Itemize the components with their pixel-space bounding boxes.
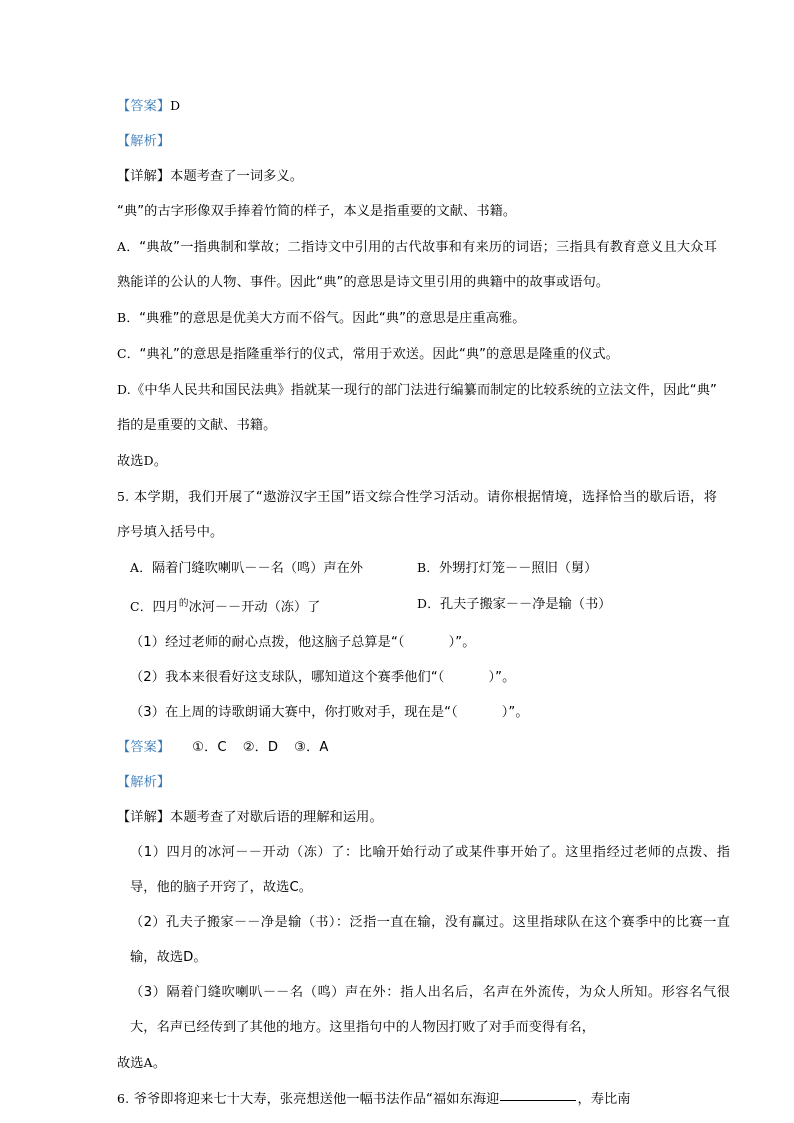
q5-explanation-3 bbox=[117, 975, 730, 1045]
q5-answer-2: ②．D bbox=[242, 740, 279, 755]
q5-answer-1: ①．C bbox=[192, 740, 227, 755]
q4-option-d-label: D. bbox=[117, 382, 132, 397]
q5-stem bbox=[117, 479, 717, 550]
q5-exp1-text: 四月的冰河－－开动（冻）了：比喻开始行动了或某件事开始了。这里指经过老师的点拨、指导，他的脑子开窍了，故选C。 bbox=[130, 845, 730, 895]
answer-marker: 【答案】 bbox=[117, 99, 171, 114]
q5-option-b-label: B． bbox=[417, 560, 440, 575]
q5-option-c[interactable] bbox=[117, 586, 417, 625]
q5-stem-text: 本学期，我们开展了“遨游汉字王国”语文综合性学习活动。请你根据情境，选择恰当的歇后语，将序号填入括号中。 bbox=[117, 490, 718, 540]
q4-option-b-label: B． bbox=[117, 310, 140, 325]
q5-sub3-pre: 在上周的诗歌朗诵大赛中，你打败对手，现在是“（ bbox=[165, 705, 458, 720]
q4-option-b-text: “典雅”的意思是优美大方而不俗气。因此“典”的意思是庄重高雅。 bbox=[139, 311, 526, 326]
q5-detail-intro: 本题考查了对歇后语的理解和运用。 bbox=[170, 810, 383, 825]
q5-conclusion-prefix: 故选 bbox=[117, 1056, 144, 1071]
q5-option-c-label: C． bbox=[130, 599, 153, 614]
q5-option-b[interactable] bbox=[417, 550, 597, 586]
q5-sub1-post: ）”。 bbox=[448, 635, 476, 650]
q5-option-d-label: D． bbox=[417, 596, 440, 611]
q4-option-c bbox=[117, 336, 717, 372]
q4-option-c-label: C． bbox=[117, 346, 140, 361]
q5-exp1-num: （1） bbox=[130, 845, 167, 860]
analysis-marker: 【解析】 bbox=[117, 134, 171, 149]
q5-conclusion-value: A bbox=[143, 1055, 153, 1070]
detail-marker: 【详解】 bbox=[117, 810, 171, 825]
q6-text-post: ，寿比南 bbox=[577, 1092, 631, 1107]
q4-option-a bbox=[117, 229, 717, 300]
q4-option-c-text: “典礼”的意思是指隆重举行的仪式，常用于欢送。因此“典”的意思是隆重的仪式。 bbox=[139, 347, 619, 362]
q5-sub2-pre: 我本来很看好这支球队，哪知道这个赛季他们“（ bbox=[165, 670, 445, 685]
q4-conclusion-suffix: 。 bbox=[153, 454, 168, 469]
q4-answer-value: D bbox=[170, 98, 181, 113]
q5-exp2-text: 孔夫子搬家－－净是输（书）：泛指一直在输，没有赢过。这里指球队在这个赛季中的比赛一直输，故选D。 bbox=[130, 915, 730, 965]
q5-option-a[interactable] bbox=[117, 550, 417, 586]
q6-stem bbox=[117, 1081, 717, 1117]
detail-marker: 【详解】 bbox=[117, 169, 171, 184]
q5-sub1-num: （1） bbox=[130, 635, 166, 650]
q5-option-a-text: 隔着门缝吹喇叭－－名（鸣）声在外 bbox=[151, 561, 363, 576]
q5-options-row-2 bbox=[117, 586, 717, 625]
q4-option-a-text: “典故”一指典制和掌故；二指诗文中引用的古代故事和有来历的词语；三指具有教育意义且大众耳熟能详的公认的人物、事件。因此“典”的意思是诗文里引用的典籍中的故事或语句。 bbox=[117, 240, 717, 290]
q6-answer-blank[interactable] bbox=[500, 1100, 576, 1101]
q5-option-a-label: A． bbox=[130, 560, 152, 575]
q5-options-row-1 bbox=[117, 550, 717, 586]
q4-option-d bbox=[117, 372, 717, 443]
q4-detail-line bbox=[117, 159, 717, 194]
q4-detail-intro: 本题考查了一词多义。 bbox=[170, 169, 304, 184]
analysis-marker: 【解析】 bbox=[117, 775, 171, 790]
q4-answer-line bbox=[117, 88, 717, 124]
q5-exp2-num: （2） bbox=[130, 915, 167, 930]
q5-option-c-pre: 四月 bbox=[152, 600, 179, 615]
q5-explanation-1 bbox=[117, 835, 730, 905]
q4-conclusion-prefix: 故选 bbox=[117, 454, 144, 469]
q5-analysis-line bbox=[117, 765, 717, 800]
q6-text-pre: 爷爷即将迎来七十大寿，张亮想送他一幅书法作品“福如东海迎 bbox=[133, 1092, 500, 1107]
q5-answer-3: ③．A bbox=[294, 740, 329, 755]
q5-number: 5. bbox=[117, 489, 130, 504]
q5-sub3-num: （3） bbox=[130, 705, 166, 720]
q5-sub2-num: （2） bbox=[130, 670, 166, 685]
q4-dian-text: “典”的古字形像双手捧着竹简的样子，本义是指重要的文献、书籍。 bbox=[117, 204, 517, 219]
q4-dian-line bbox=[117, 194, 717, 229]
q5-detail-line bbox=[117, 800, 717, 835]
q5-sub2-post: ）”。 bbox=[488, 670, 516, 685]
document-body bbox=[117, 88, 730, 1117]
q5-explanation-2 bbox=[117, 905, 730, 975]
q5-sub-question-2 bbox=[117, 660, 717, 695]
q5-option-d-text: 孔夫子搬家－－净是输（书） bbox=[439, 597, 612, 612]
answer-marker: 【答案】 bbox=[117, 740, 171, 755]
q5-exp3-num: （3） bbox=[130, 985, 167, 1000]
q5-option-d[interactable] bbox=[417, 586, 611, 625]
q5-option-c-post: 冰河－－开动（冻）了 bbox=[188, 600, 321, 615]
q5-answer-line bbox=[117, 730, 717, 765]
q5-conclusion-suffix: 。 bbox=[152, 1056, 167, 1071]
q4-option-a-label: A． bbox=[117, 239, 140, 254]
q4-conclusion-value: D bbox=[143, 453, 154, 468]
q4-analysis-line bbox=[117, 124, 717, 159]
q4-option-d-text: 《中华人民共和国民法典》指就某一现行的部门法进行编纂而制定的比较系统的立法文件，因此“典”指的是重要的文献、书籍。 bbox=[117, 383, 717, 433]
q5-sub-question-3 bbox=[117, 695, 717, 730]
q4-conclusion bbox=[117, 443, 717, 479]
q5-option-c-raised-de: 的 bbox=[178, 598, 189, 609]
q4-option-b bbox=[117, 300, 717, 336]
q6-number: 6. bbox=[117, 1091, 130, 1106]
q5-sub-question-1 bbox=[117, 625, 717, 660]
q5-option-b-text: 外甥打灯笼－－照旧（舅） bbox=[439, 561, 598, 576]
q5-sub1-pre: 经过老师的耐心点拨，他这脑子总算是“（ bbox=[165, 635, 405, 650]
q5-conclusion bbox=[117, 1045, 717, 1081]
q5-exp3-text: 隔着门缝吹喇叭－－名（鸣）声在外：指人出名后，名声在外流传，为众人所知。形容名气很大，名声已经传到了其他的地方。这里指句中的人物因打败了对手而变得有名， bbox=[130, 985, 730, 1035]
q5-sub3-post: ）”。 bbox=[501, 705, 529, 720]
